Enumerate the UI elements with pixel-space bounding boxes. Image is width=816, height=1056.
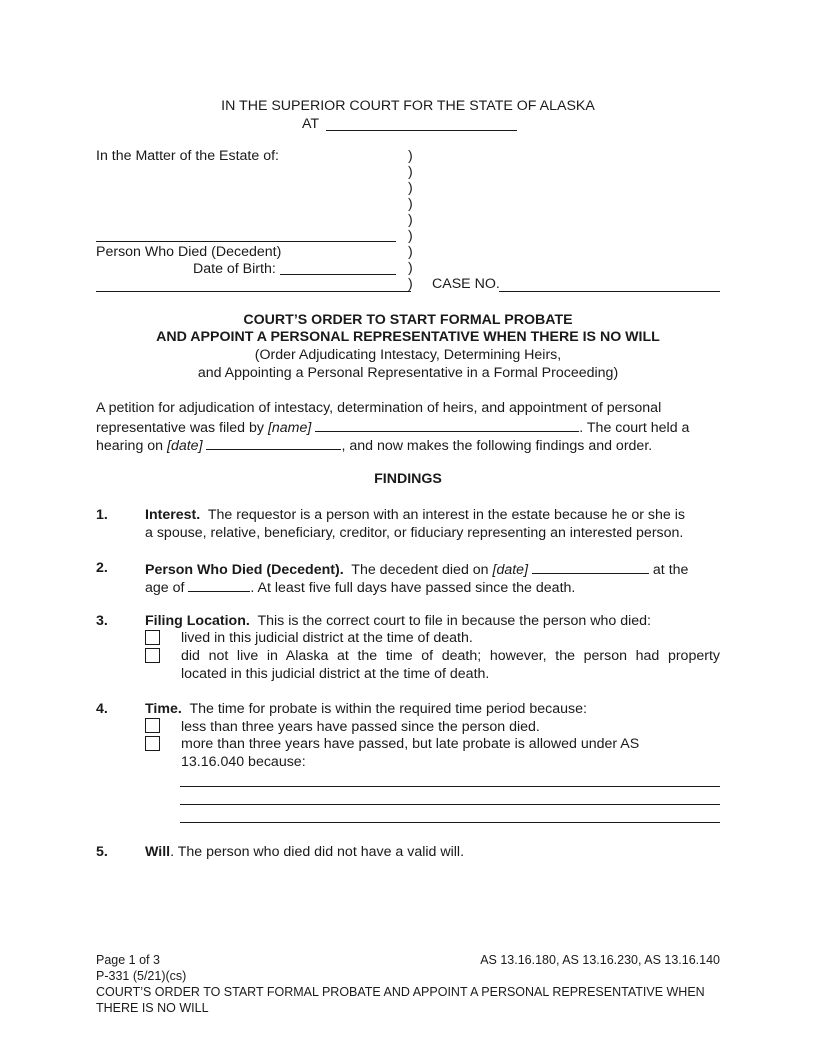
court-location-label: AT: [302, 116, 320, 132]
finding-2-line2: age of . At least five full days have passed since the death.: [145, 580, 576, 596]
age-field[interactable]: [188, 578, 250, 592]
finding-4-number: 4.: [96, 701, 108, 717]
less-than-three-years-checkbox[interactable]: [145, 718, 160, 733]
case-no-field[interactable]: [499, 291, 720, 292]
caption-parentheses: ) ) ) ) ) ) ) ) ): [408, 148, 413, 292]
caption-bottom-line: [96, 291, 411, 292]
date-of-death-field[interactable]: [532, 560, 649, 574]
document-title-line2: AND APPOINT A PERSONAL REPRESENTATIVE WHEN THERE IS NO WILL: [156, 329, 660, 345]
finding-5-number: 5.: [96, 844, 108, 860]
more-than-three-years-label-line1: more than three years have passed, but late probate is allowed under AS: [181, 736, 640, 752]
less-than-three-years-label: less than three years have passed since the person died.: [181, 719, 540, 735]
finding-1-line2: a spouse, relative, beneficiary, creditor, or fiduciary representing an interested person.: [145, 525, 684, 541]
court-name: IN THE SUPERIOR COURT FOR THE STATE OF ALASKA: [221, 98, 595, 114]
finding-2-line1: Person Who Died (Decedent). The decedent died on [date] at the: [145, 562, 689, 578]
more-than-three-years-checkbox[interactable]: [145, 736, 160, 751]
document-subtitle-line1: (Order Adjudicating Intestacy, Determining Heirs,: [254, 347, 562, 363]
finding-5-line1: Will. The person who died did not have a valid will.: [145, 844, 465, 860]
petitioner-name-field[interactable]: [315, 418, 579, 432]
document-subtitle-line2: and Appointing a Personal Representative in a Formal Proceeding): [197, 365, 619, 381]
case-no-label: CASE NO.: [432, 276, 500, 292]
dob-field[interactable]: [280, 274, 396, 275]
date-hint: [date]: [167, 438, 203, 454]
dob-label: Date of Birth:: [193, 261, 276, 277]
page-number: Page 1 of 3: [96, 953, 160, 967]
name-hint: [name]: [267, 420, 312, 436]
matter-label: In the Matter of the Estate of:: [96, 148, 279, 164]
court-location-field[interactable]: [326, 130, 517, 131]
more-than-three-years-label-line2: 13.16.040 because:: [181, 754, 306, 770]
finding-3-number: 3.: [96, 613, 108, 629]
did-not-live-label-line2: located in this judicial district at the time of death.: [181, 666, 490, 682]
statute-references: AS 13.16.180, AS 13.16.230, AS 13.16.140: [480, 953, 720, 967]
footer-title-line2: THERE IS NO WILL: [96, 1001, 209, 1015]
decedent-label: Person Who Died (Decedent): [96, 244, 282, 260]
decedent-name-field[interactable]: [96, 241, 396, 242]
lived-in-district-label: lived in this judicial district at the time of death.: [181, 630, 473, 646]
did-not-live-in-alaska-checkbox[interactable]: [145, 648, 160, 663]
document-title-line1: COURT’S ORDER TO START FORMAL PROBATE: [243, 312, 573, 328]
form-number: P-331 (5/21)(cs): [96, 969, 187, 983]
lived-in-district-checkbox[interactable]: [145, 630, 160, 645]
intro-line1: A petition for adjudication of intestacy, determination of heirs, and appointment of personal: [96, 400, 662, 416]
findings-heading: FINDINGS: [374, 471, 442, 487]
footer-title-line1: COURT’S ORDER TO START FORMAL PROBATE AND APPOINT A PERSONAL REPRESENTATIVE WHEN: [96, 985, 705, 999]
finding-4-line1: Time. The time for probate is within the required time period because:: [145, 701, 587, 717]
hearing-date-field[interactable]: [206, 436, 341, 450]
late-probate-reason-line-1[interactable]: [180, 786, 720, 787]
intro-line3: hearing on [date] , and now makes the following findings and order.: [96, 438, 653, 454]
finding-3-line1: Filing Location. This is the correct court to file in because the person who died:: [145, 613, 651, 629]
late-probate-reason-line-2[interactable]: [180, 804, 720, 805]
finding-1-line1: Interest. The requestor is a person with an interest in the estate because he or she is: [145, 507, 685, 523]
finding-2-number: 2.: [96, 560, 108, 576]
intro-line2: representative was filed by [name] . The court held a: [96, 420, 690, 436]
finding-1-number: 1.: [96, 507, 108, 523]
did-not-live-label-line1: did not live in Alaska at the time of death; however, the person had property: [181, 648, 720, 664]
late-probate-reason-line-3[interactable]: [180, 822, 720, 823]
